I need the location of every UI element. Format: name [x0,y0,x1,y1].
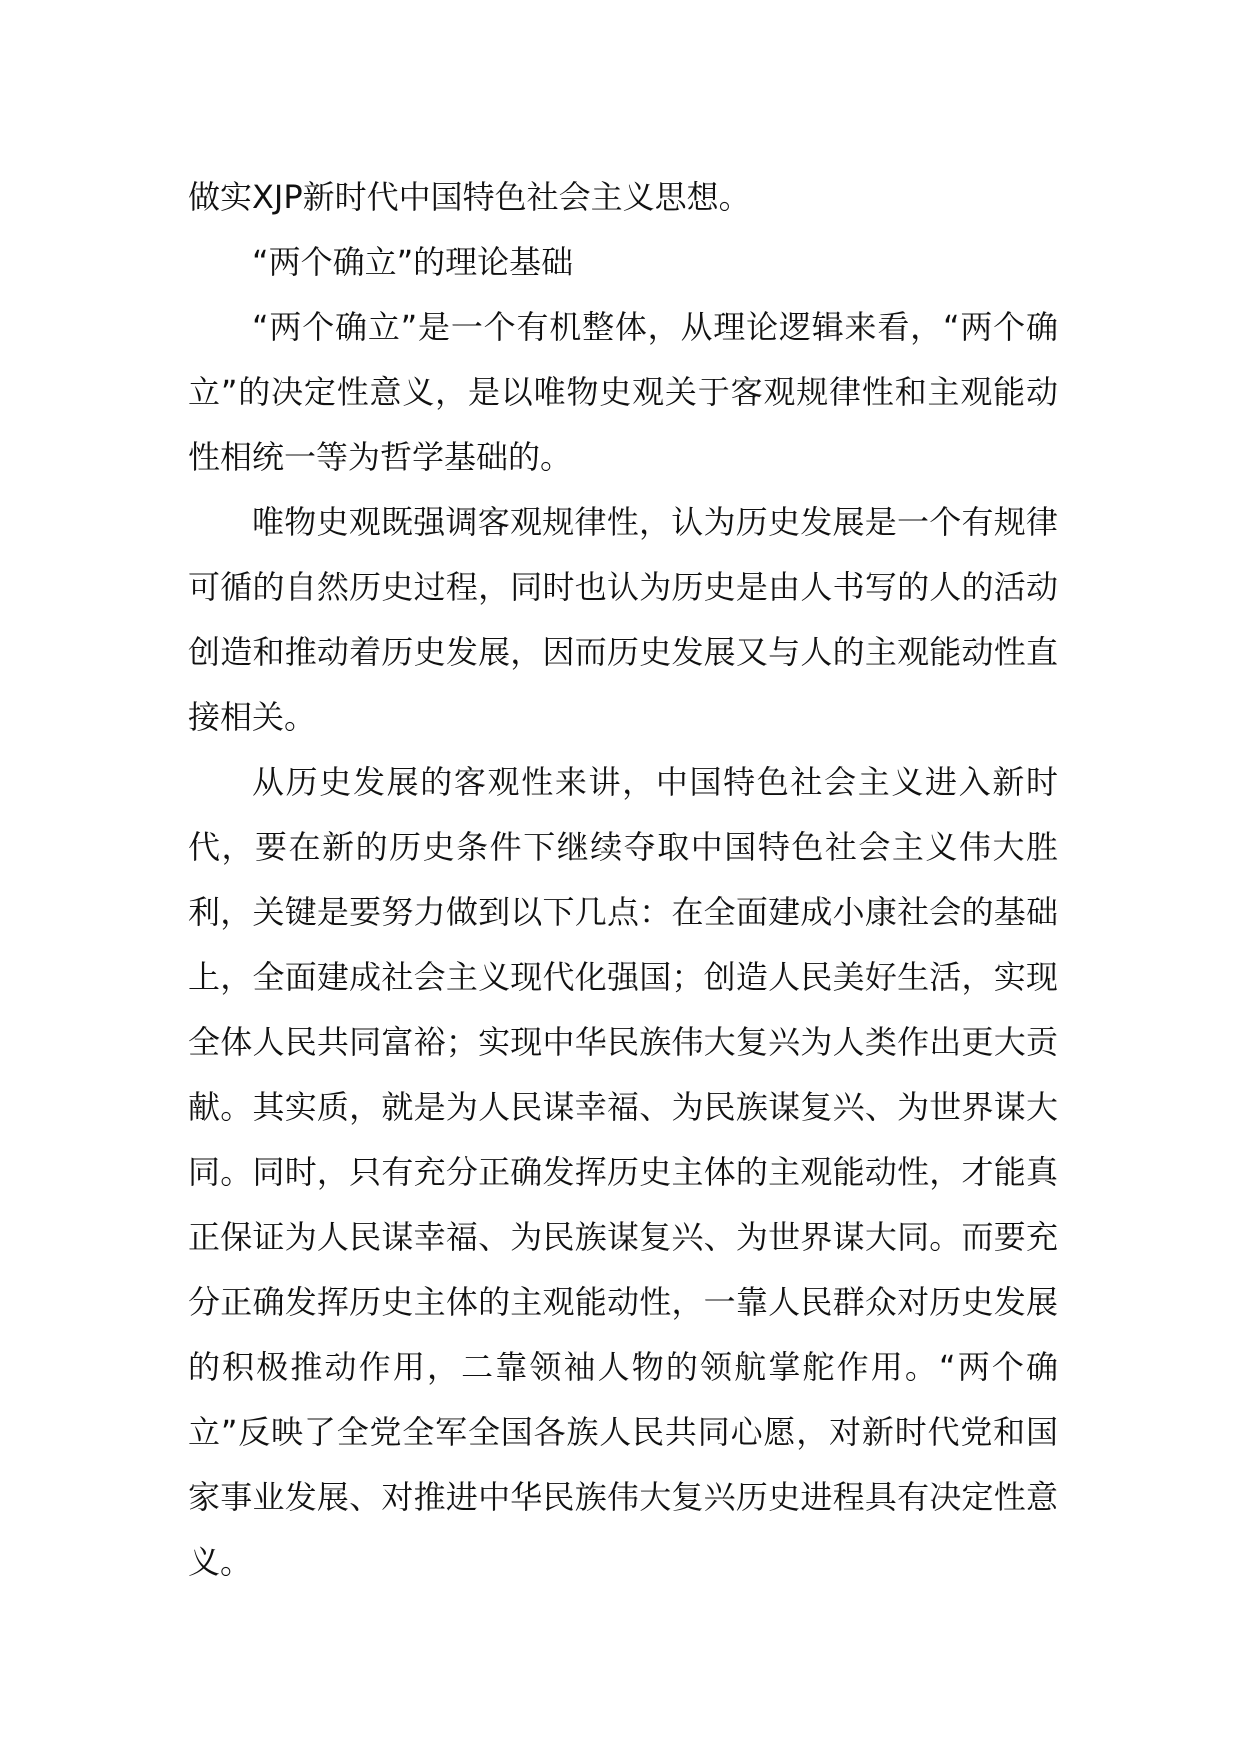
paragraph: “两个确立”是一个有机整体，从理论逻辑来看，“两个确立”的决定性意义，是以唯物史观关于客观规律性和主观能动性相统一等为哲学基础的。 [188,308,1058,476]
paragraph: 唯物史观既强调客观规律性，认为历史发展是一个有规律可循的自然历史过程，同时也认为历史是由人书写的人的活动创造和推动着历史发展，因而历史发展又与人的主观能动性直接相关。 [188,503,1058,736]
paragraph-continuation: 做实XJP新时代中国特色社会主义思想。 [188,178,751,216]
section-heading: “两个确立”的理论基础 [252,243,574,281]
paragraph: 从历史发展的客观性来讲，中国特色社会主义进入新时代，要在新的历史条件下继续夺取中国特色社会主义伟大胜利，关键是要努力做到以下几点：在全面建成小康社会的基础上，全面建成社会主义现代化强国；创造人民美好生活，实现全体人民共同富裕；实现中华民族伟大复兴为人类作出更大贡献。其实质，就是为人民谋幸福、为民族谋复兴、为世界谋大同。同时，只有充分正确发挥历史主体的主观能动性，才能真正保证为人民谋幸福、为民族谋复兴、为世界谋大同。而要充分正确发挥历史主体的主观能动性，一靠人民群众对历史发展的积极推动作用，二靠领袖人物的领航掌舵作用。“两个确立”反映了全党全军全国各族人民共同心愿，对新时代党和国家事业发展、对推进中华民族伟大复兴历史进程具有决定性意义。 [188,763,1058,1581]
body-text [188,165,1058,1595]
